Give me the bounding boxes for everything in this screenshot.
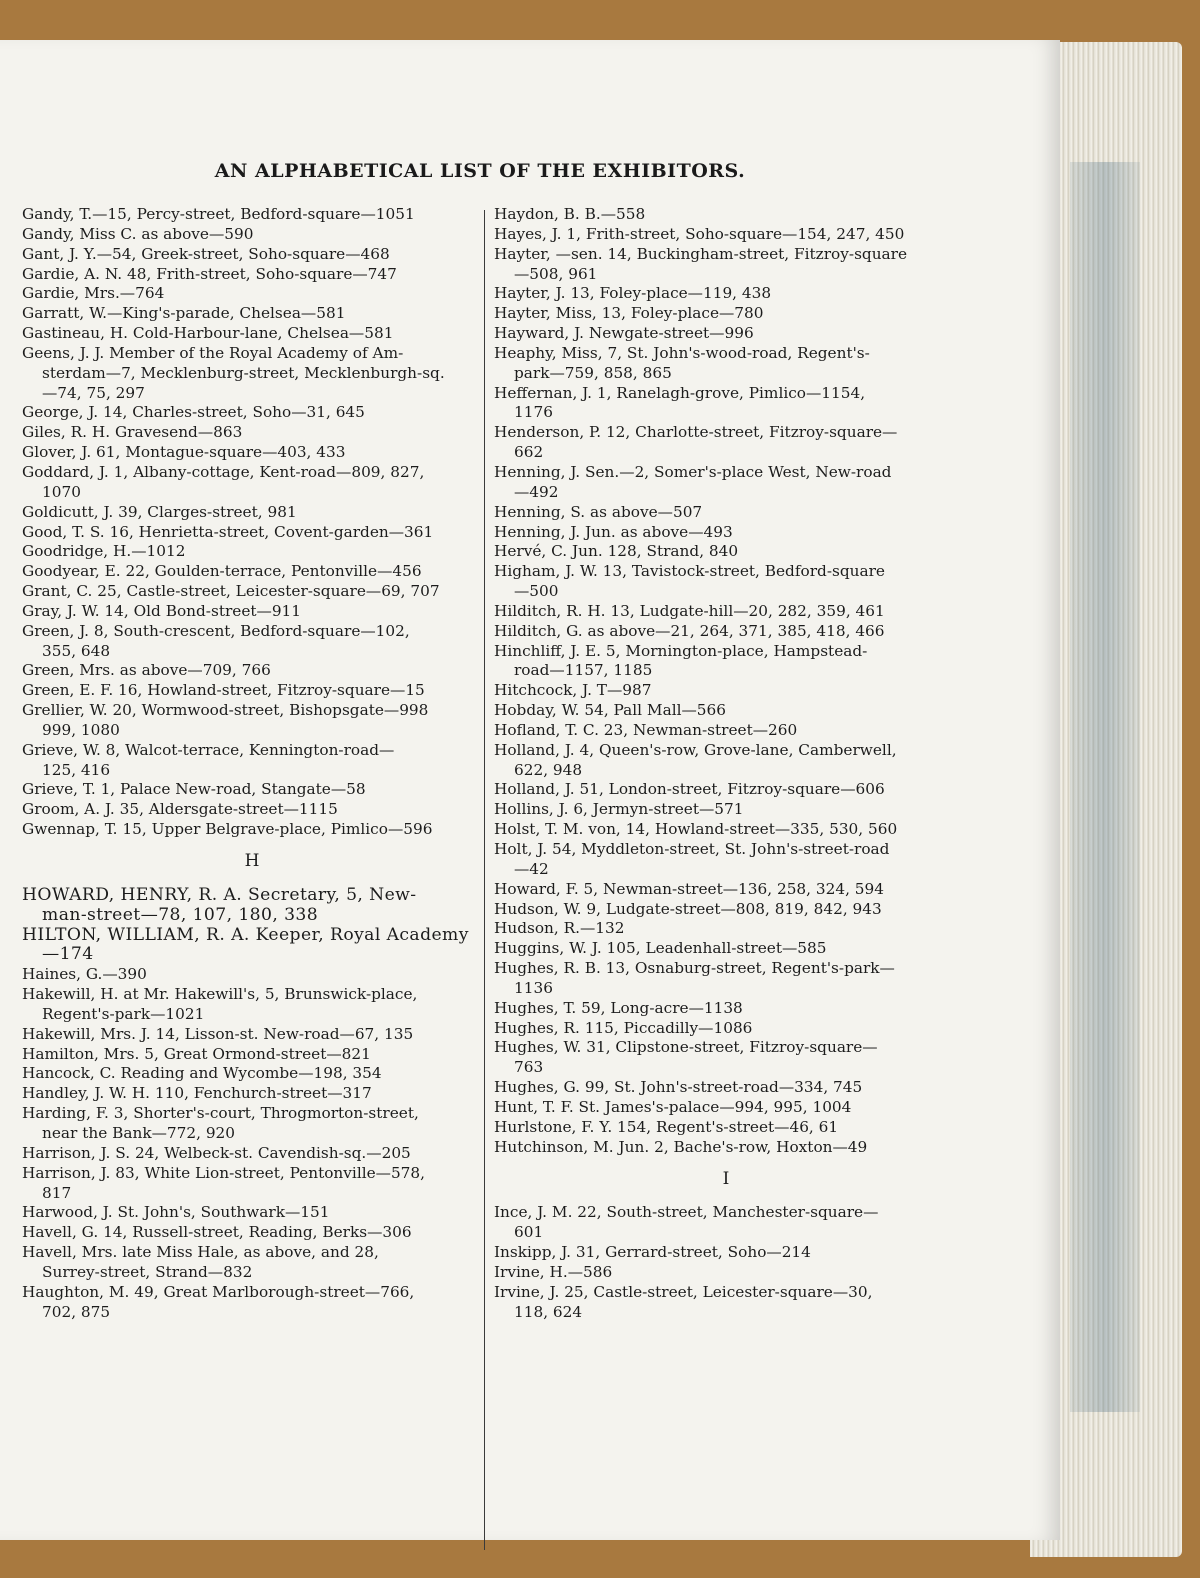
- entry-continuation: Surrey-street, Strand—832: [42, 1262, 253, 1281]
- exhibitor-entry: [22, 344, 482, 404]
- exhibitor-entry: [494, 344, 958, 384]
- exhibitor-entry: [22, 741, 482, 781]
- entry-continuation: man-street—78, 107, 180, 338: [42, 904, 319, 925]
- exhibitor-entry: [494, 1283, 958, 1323]
- entry-line: Holst, T. M. von, 14, Howland-street—335, 530, 560: [494, 820, 898, 839]
- exhibitor-entry: [22, 542, 482, 562]
- entry-line: Hayward, J. Newgate-street—996: [494, 324, 754, 343]
- entry-line: Hakewill, Mrs. J. 14, Lisson-st. New-road—67, 135: [22, 1024, 414, 1043]
- section-heading: H: [244, 851, 260, 871]
- exhibitor-entry: [494, 423, 958, 463]
- exhibitor-entry: [22, 681, 482, 701]
- entry-continuation: 355, 648: [42, 641, 111, 660]
- entry-line: Hughes, R. 115, Piccadilly—1086: [494, 1018, 753, 1037]
- entry-line: Heffernan, J. 1, Ranelagh-grove, Pimlico—1154,: [494, 383, 866, 402]
- entry-line: Hughes, G. 99, St. John's-street-road—334, 745: [494, 1078, 863, 1097]
- entry-line: Gastineau, H. Cold-Harbour-lane, Chelsea—581: [22, 324, 394, 343]
- entry-line: Grieve, W. 8, Walcot-terrace, Kennington-road—: [22, 740, 395, 759]
- entry-line: Hitchcock, J. T—987: [494, 681, 652, 700]
- exhibitor-entry: [22, 701, 482, 741]
- entry-continuation: near the Bank—772, 920: [42, 1123, 236, 1142]
- entry-line: Haydon, B. B.—558: [494, 205, 646, 223]
- exhibitor-entry: [22, 800, 482, 820]
- entry-continuation: 1070: [42, 482, 81, 501]
- entry-line: Goddard, J. 1, Albany-cottage, Kent-road—809, 827,: [22, 462, 425, 481]
- entry-line: Howard, F. 5, Newman-street—136, 258, 324, 594: [494, 879, 885, 898]
- exhibitor-entry: [22, 1243, 482, 1283]
- book-page: [0, 40, 1060, 1540]
- entry-line: Hinchliff, J. E. 5, Mornington-place, Hampstead-: [494, 641, 868, 660]
- exhibitor-entry: [494, 800, 958, 820]
- entry-line: Hughes, R. B. 13, Osnaburg-street, Regent's-park—: [494, 959, 895, 978]
- entry-line: Hofland, T. C. 23, Newman-street—260: [494, 720, 798, 739]
- exhibitor-entry: [22, 284, 482, 304]
- exhibitor-entry: [22, 1104, 482, 1144]
- entry-continuation: 1136: [514, 978, 553, 997]
- exhibitor-entry: [22, 205, 482, 225]
- exhibitor-entry: [22, 820, 482, 840]
- entry-line: Hilditch, R. H. 13, Ludgate-hill—20, 282, 359, 461: [494, 601, 885, 620]
- exhibitor-entry: [22, 965, 482, 985]
- exhibitor-entry: [22, 985, 482, 1025]
- exhibitor-entry: [494, 780, 958, 800]
- entry-line: Harrison, J. 83, White Lion-street, Pentonville—578,: [22, 1163, 426, 1182]
- entry-continuation: 1176: [514, 403, 553, 422]
- exhibitor-entry: [494, 999, 958, 1019]
- exhibitor-entry: [494, 503, 958, 523]
- exhibitor-entry: [22, 403, 482, 423]
- exhibitor-entry: [494, 840, 958, 880]
- entry-line: Hayter, Miss, 13, Foley-place—780: [494, 304, 764, 323]
- entry-line: Henning, J. Sen.—2, Somer's-place West, New-road: [494, 462, 892, 481]
- entry-continuation: 817: [42, 1183, 72, 1202]
- entry-line: Haughton, M. 49, Great Marlborough-street—766,: [22, 1282, 415, 1301]
- entry-line: Henderson, P. 12, Charlotte-street, Fitzroy-square—: [494, 423, 898, 442]
- entry-line: Gant, J. Y.—54, Greek-street, Soho-square—468: [22, 244, 390, 263]
- exhibitor-entry: [22, 1144, 482, 1164]
- exhibitor-entry: [22, 523, 482, 543]
- section-heading: I: [722, 1168, 730, 1189]
- exhibitor-entry: [494, 1203, 958, 1243]
- entry-line: Giles, R. H. Gravesend—863: [22, 423, 243, 442]
- entry-line: Harding, F. 3, Shorter's-court, Throgmorton-street,: [22, 1104, 419, 1123]
- exhibitor-entry: [494, 939, 958, 959]
- entry-line: Henning, J. Jun. as above—493: [494, 522, 733, 541]
- entry-line: Hurlstone, F. Y. 154, Regent's-street—46, 61: [494, 1117, 839, 1136]
- entry-line: Gardie, A. N. 48, Frith-street, Soho-square—747: [22, 264, 397, 283]
- exhibitor-entry: [22, 225, 482, 245]
- entry-line: Haines, G.—390: [22, 965, 147, 984]
- exhibitor-entry: [22, 562, 482, 582]
- entry-line: Hollins, J. 6, Jermyn-street—571: [494, 800, 744, 819]
- column-divider: [484, 210, 485, 1550]
- exhibitor-entry: [494, 304, 958, 324]
- entry-line: Havell, G. 14, Russell-street, Reading, Berks—306: [22, 1223, 412, 1242]
- exhibitor-entry: [494, 1038, 958, 1078]
- exhibitor-entry: [22, 886, 482, 926]
- exhibitor-entry: [22, 1064, 482, 1084]
- entry-line: Hamilton, Mrs. 5, Great Ormond-street—821: [22, 1044, 371, 1063]
- exhibitor-entry: [494, 721, 958, 741]
- exhibitor-entry: [494, 642, 958, 682]
- entry-line: Grellier, W. 20, Wormwood-street, Bishopsgate—998: [22, 701, 429, 720]
- entry-line: George, J. 14, Charles-street, Soho—31, 645: [22, 403, 365, 422]
- exhibitor-entry: [494, 1098, 958, 1118]
- entry-line: Green, Mrs. as above—709, 766: [22, 661, 271, 680]
- exhibitor-entry: [22, 780, 482, 800]
- entry-line: Hakewill, H. at Mr. Hakewill's, 5, Brunswick-place,: [22, 985, 418, 1004]
- exhibitor-entry: [22, 245, 482, 265]
- entry-continuation: 601: [514, 1223, 544, 1242]
- exhibitor-entry: [22, 582, 482, 602]
- entry-line: Ince, J. M. 22, South-street, Manchester-square—: [494, 1203, 879, 1222]
- entry-line: Havell, Mrs. late Miss Hale, as above, and 28,: [22, 1243, 379, 1262]
- entry-line: Hayes, J. 1, Frith-street, Soho-square—154, 247, 450: [494, 224, 905, 243]
- exhibitor-entry: [494, 324, 958, 344]
- entry-line: Harrison, J. S. 24, Welbeck-st. Cavendish-sq.—205: [22, 1143, 411, 1162]
- exhibitor-entry: [494, 820, 958, 840]
- entry-continuation: sterdam—7, Mecklenburg-street, Mecklenburgh-sq.: [42, 363, 445, 382]
- exhibitor-entry: [22, 1025, 482, 1045]
- entry-continuation: —492: [514, 482, 559, 501]
- entry-line: Hancock, C. Reading and Wycombe—198, 354: [22, 1064, 382, 1083]
- left-column: [22, 205, 482, 1322]
- exhibitor-entry: [494, 1019, 958, 1039]
- exhibitor-entry: [22, 1283, 482, 1323]
- exhibitor-entry: [494, 205, 958, 225]
- exhibitor-entry: [494, 284, 958, 304]
- exhibitor-entry: [494, 245, 958, 285]
- entry-line: Irvine, H.—586: [494, 1262, 613, 1281]
- exhibitor-entry: [22, 622, 482, 662]
- exhibitor-entry: [494, 1138, 958, 1158]
- entry-line: Heaphy, Miss, 7, St. John's-wood-road, Regent's-: [494, 343, 870, 362]
- exhibitor-entry: [494, 1078, 958, 1098]
- exhibitor-entry: [494, 701, 958, 721]
- entry-line: Higham, J. W. 13, Tavistock-street, Bedford-square: [494, 562, 885, 581]
- exhibitor-entry: [494, 384, 958, 424]
- entry-line: Grant, C. 25, Castle-street, Leicester-square—69, 707: [22, 582, 440, 601]
- entry-line: Gandy, T.—15, Percy-street, Bedford-square—1051: [22, 205, 415, 223]
- exhibitor-entry: [494, 602, 958, 622]
- entry-line: Henning, S. as above—507: [494, 502, 703, 521]
- entry-line: Gandy, Miss C. as above—590: [22, 224, 254, 243]
- exhibitor-entry: [22, 661, 482, 681]
- entry-continuation: 999, 1080: [42, 720, 120, 739]
- exhibitor-entry: [22, 926, 482, 966]
- entry-continuation: Regent's-park—1021: [42, 1004, 205, 1023]
- entry-line: Gray, J. W. 14, Old Bond-street—911: [22, 601, 302, 620]
- exhibitor-entry: [494, 523, 958, 543]
- entry-line: Hobday, W. 54, Pall Mall—566: [494, 701, 726, 720]
- exhibitor-entry: [22, 1164, 482, 1204]
- exhibitor-entry: [22, 463, 482, 503]
- entry-line: Handley, J. W. H. 110, Fenchurch-street—317: [22, 1084, 372, 1103]
- entry-line: Hughes, T. 59, Long-acre—1138: [494, 998, 743, 1017]
- entry-line: Holland, J. 51, London-street, Fitzroy-square—606: [494, 780, 885, 799]
- entry-continuation: —508, 961: [514, 264, 598, 283]
- entry-line: Harwood, J. St. John's, Southwark—151: [22, 1203, 330, 1222]
- entry-line: Hilditch, G. as above—21, 264, 371, 385, 418, 466: [494, 621, 885, 640]
- exhibitor-entry: [494, 900, 958, 920]
- entry-continuation: —174: [42, 944, 94, 965]
- entry-continuation: —500: [514, 582, 559, 601]
- exhibitor-entry: [494, 225, 958, 245]
- entry-line: HOWARD, HENRY, R. A. Secretary, 5, New-: [22, 884, 417, 905]
- entry-continuation: 125, 416: [42, 760, 111, 779]
- page-title: AN ALPHABETICAL LIST OF THE EXHIBITORS.: [214, 160, 746, 182]
- exhibitor-entry: [22, 1084, 482, 1104]
- exhibitor-entry: [22, 1223, 482, 1243]
- exhibitor-entry: [494, 741, 958, 781]
- entry-continuation: road—1157, 1185: [514, 661, 653, 680]
- entry-line: Huggins, W. J. 105, Leadenhall-street—585: [494, 939, 827, 958]
- exhibitor-entry: [494, 542, 958, 562]
- exhibitor-entry: [494, 681, 958, 701]
- entry-line: Green, J. 8, South-crescent, Bedford-square—102,: [22, 621, 410, 640]
- exhibitor-entry: [494, 1118, 958, 1138]
- exhibitor-entry: [494, 463, 958, 503]
- entry-continuation: 662: [514, 443, 544, 462]
- exhibitor-entry: [22, 602, 482, 622]
- entry-line: Hughes, W. 31, Clipstone-street, Fitzroy-square—: [494, 1038, 878, 1057]
- exhibitor-entry: [494, 1263, 958, 1283]
- entry-line: Hudson, R.—132: [494, 919, 625, 938]
- exhibitor-entry: [22, 304, 482, 324]
- entry-line: Hervé, C. Jun. 128, Strand, 840: [494, 542, 739, 561]
- entry-line: Grieve, T. 1, Palace New-road, Stangate—58: [22, 780, 366, 799]
- exhibitor-entry: [494, 562, 958, 602]
- exhibitor-entry: [494, 622, 958, 642]
- right-column: [494, 205, 958, 1322]
- exhibitor-entry: [22, 443, 482, 463]
- entry-line: Hudson, W. 9, Ludgate-street—808, 819, 842, 943: [494, 899, 882, 918]
- entry-continuation: 763: [514, 1058, 544, 1077]
- entry-line: Hunt, T. F. St. James's-palace—994, 995, 1004: [494, 1097, 852, 1116]
- entry-continuation: 622, 948: [514, 760, 583, 779]
- entry-line: Hayter, —sen. 14, Buckingham-street, Fitzroy-square: [494, 244, 908, 263]
- entry-continuation: —74, 75, 297: [42, 383, 145, 402]
- exhibitor-entry: [22, 1045, 482, 1065]
- entry-line: Gardie, Mrs.—764: [22, 284, 165, 303]
- exhibitor-entry: [22, 1203, 482, 1223]
- entry-line: Garratt, W.—King's-parade, Chelsea—581: [22, 304, 346, 323]
- entry-line: Geens, J. J. Member of the Royal Academy of Am-: [22, 343, 404, 362]
- exhibitor-entry: [22, 265, 482, 285]
- exhibitor-entry: [494, 919, 958, 939]
- entry-line: Irvine, J. 25, Castle-street, Leicester-square—30,: [494, 1282, 873, 1301]
- exhibitor-entry: [22, 423, 482, 443]
- exhibitor-entry: [494, 959, 958, 999]
- entry-continuation: park—759, 858, 865: [514, 363, 672, 382]
- page-edge-shade: [1070, 162, 1140, 1412]
- entry-line: Hayter, J. 13, Foley-place—119, 438: [494, 284, 772, 303]
- entry-line: Glover, J. 61, Montague-square—403, 433: [22, 443, 346, 462]
- exhibitor-entry: [22, 324, 482, 344]
- exhibitor-entry: [22, 503, 482, 523]
- entry-continuation: 118, 624: [514, 1302, 583, 1321]
- entry-line: Holt, J. 54, Myddleton-street, St. John's-street-road: [494, 840, 890, 858]
- entry-line: Gwennap, T. 15, Upper Belgrave-place, Pimlico—596: [22, 820, 433, 839]
- entry-line: Green, E. F. 16, Howland-street, Fitzroy-square—15: [22, 681, 425, 700]
- entry-line: Goodridge, H.—1012: [22, 542, 186, 561]
- entry-continuation: —42: [514, 859, 549, 878]
- entry-line: Groom, A. J. 35, Aldersgate-street—1115: [22, 800, 338, 819]
- entry-continuation: 702, 875: [42, 1302, 111, 1321]
- entry-line: Goodyear, E. 22, Goulden-terrace, Pentonville—456: [22, 562, 422, 581]
- entry-line: HILTON, WILLIAM, R. A. Keeper, Royal Academy: [22, 924, 469, 945]
- exhibitor-entry: [494, 880, 958, 900]
- entry-line: Inskipp, J. 31, Gerrard-street, Soho—214: [494, 1243, 811, 1262]
- exhibitor-entry: [494, 1243, 958, 1263]
- entry-line: Goldicutt, J. 39, Clarges-street, 981: [22, 502, 297, 521]
- entry-line: Holland, J. 4, Queen's-row, Grove-lane, Camberwell,: [494, 740, 897, 759]
- entry-line: Good, T. S. 16, Henrietta-street, Covent-garden—361: [22, 522, 434, 541]
- entry-line: Hutchinson, M. Jun. 2, Bache's-row, Hoxton—49: [494, 1137, 868, 1156]
